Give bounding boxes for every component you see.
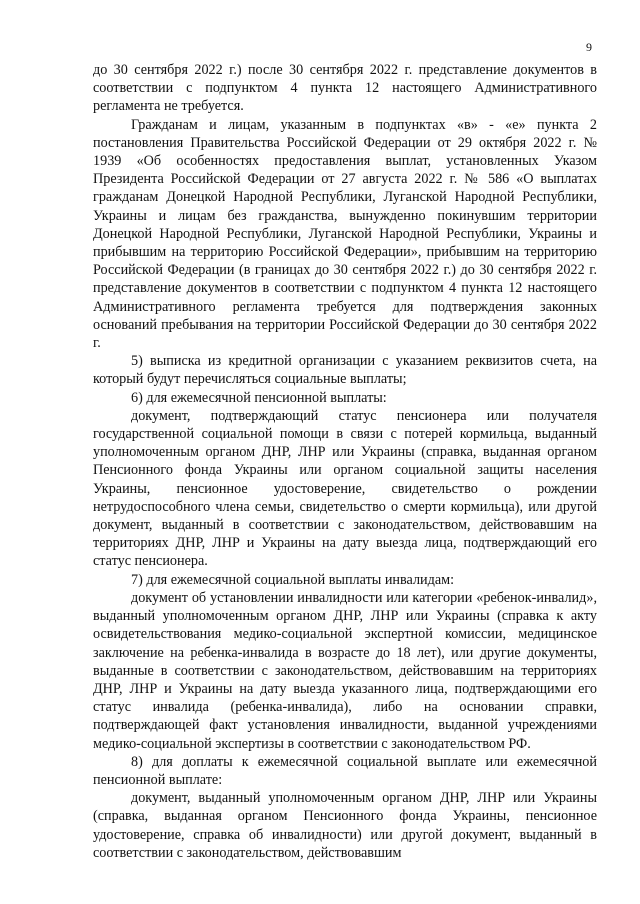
paragraph-continuation: до 30 сентября 2022 г.) после 30 сентября 2022 г. представление документов в соответствии с подпунктом 4 пункта 12 настоящего Административного регламента не требуется. xyxy=(93,62,597,115)
document-body xyxy=(93,61,597,862)
page-number: 9 xyxy=(586,40,592,54)
paragraph-item-8-heading: 8) для доплаты к ежемесячной социальной выплате или ежемесячной пенсионной выплате: xyxy=(93,753,597,788)
paragraph-item-7-document: документ об установлении инвалидности или категории «ребенок-инвалид», выданный уполномоченным органом ДНР, ЛНР или Украины (справка к акту освидетельствования медико-социальной экспертной комиссии, медицинское заключение на ребенка-инвалида в возрасте до 18 лет), или другие документы, выданные в соответствии с законодательством, действовавшим на территориях ДНР, ЛНР и Украины на дату выезда указанного лица, подтверждающими его статус инвалида (ребенка-инвалида), либо на основании справки, подтверждающей факт установления инвалидности, выданной учреждениями медико-социальной экспертизы в соответствии с законодательством РФ. xyxy=(93,589,597,752)
paragraph-item-6-document: документ, подтверждающий статус пенсионера или получателя государственной социальной помощи в связи с потерей кормильца, выданный уполномоченным органом ДНР, ЛНР или Украины (справка, выданная органом Пенсионного фонда Украины или органом социальной защиты населения Украины, пенсионное удостоверение, свидетельство о рождении нетрудоспособного члена семьи, свидетельство о смерти кормильца), или другой документ, выданный в соответствии с законодательством, действовавшим на территориях ДНР, ЛНР и Украины на дату выезда лица, подтверждающий его статус пенсионера. xyxy=(93,407,597,570)
paragraph-item-8-document: документ, выданный уполномоченным органом ДНР, ЛНР или Украины (справка, выданная органом Пенсионного фонда Украины, пенсионное удостоверение, справка об инвалидности) или другой документ, выданный в соответствии с законодательством, действовавшим xyxy=(93,790,597,861)
paragraph-item-7-heading: 7) для ежемесячной социальной выплаты инвалидам: xyxy=(131,571,455,588)
paragraph-item-6-heading: 6) для ежемесячной пенсионной выплаты: xyxy=(131,389,387,406)
paragraph-item-5: 5) выписка из кредитной организации с указанием реквизитов счета, на который будут перечисляться социальные выплаты; xyxy=(93,353,597,388)
paragraph-citizens-arrived: Гражданам и лицам, указанным в подпунктах «в» - «е» пункта 2 постановления Правительства Российской Федерации от 29 октября 2022 г. № 1939 «Об особенностях предоставления выплат, установленных Указом Президента Российской Федерации от 27 августа 2022 г. № 586 «О выплатах гражданам Донецкой Народной Республики, Луганской Народной Республики, Украины и лицам без гражданства, вынужденно покинувшим территории Донецкой Народной Республики, Луганской Народной Республики, Украины и прибывшим на территорию Российской Федерации», прибывшим на территорию Российской Федерации (в границах до 30 сентября 2022 г.) до 30 сентября 2022 г. представление документов в соответствии с подпунктом 4 пункта 12 настоящего Административного регламента требуется для подтверждения законных оснований пребывания на территории Российской Федерации до 30 сентября 2022 г. xyxy=(93,116,597,352)
